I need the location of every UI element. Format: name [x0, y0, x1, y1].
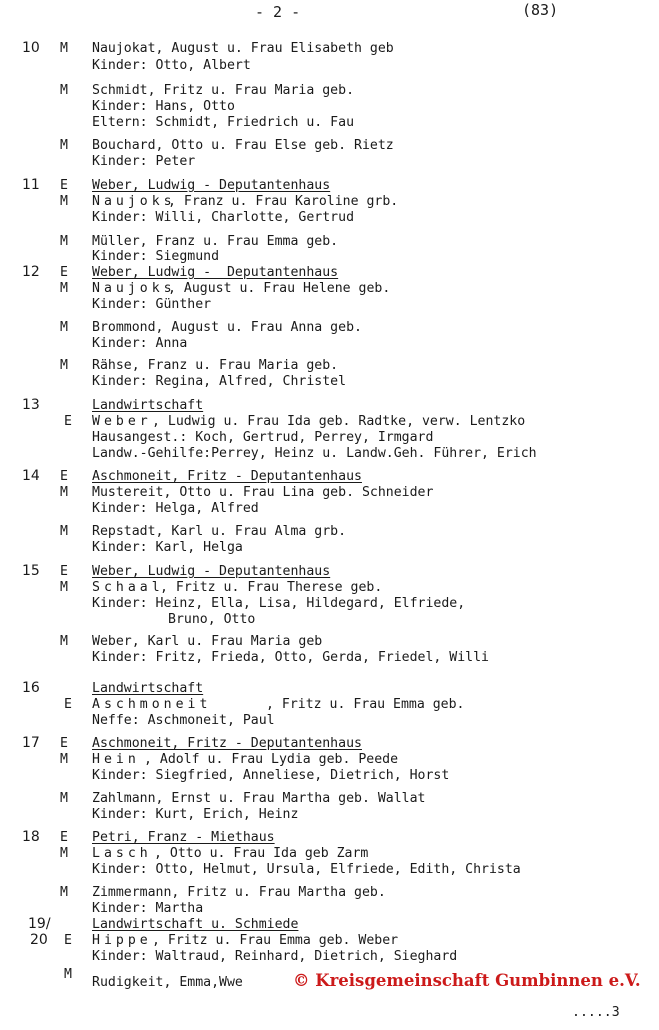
text-line: Aschmoneit: [92, 697, 212, 712]
text-line: 11: [22, 177, 40, 193]
text-line: - 2 -: [255, 3, 301, 21]
text-line: 14: [22, 468, 40, 484]
text-line: Kinder: Siegfried, Anneliese, Dietrich, Horst: [92, 768, 450, 783]
text-line: M: [60, 791, 68, 806]
text-line: Weber, Ludwig - Deputantenhaus: [92, 564, 331, 579]
text-line: M: [64, 967, 72, 982]
text-line: , Fritz u. Frau Emma geb.: [266, 697, 465, 712]
text-line: Kinder: Martha: [92, 901, 204, 916]
text-line: E: [60, 265, 68, 280]
text-line: Landwirtschaft: [92, 681, 204, 696]
text-line: M: [60, 358, 68, 373]
text-line: Kinder: Otto, Albert: [92, 58, 251, 73]
text-line: Aschmoneit, Fritz - Deputantenhaus: [92, 469, 362, 484]
text-line: Kinder: Peter: [92, 154, 196, 169]
text-line: 15: [22, 563, 40, 579]
text-line: Weber, Ludwig - Deputantenhaus: [92, 265, 339, 280]
text-line: 19/: [28, 916, 51, 932]
text-line: Zahlmann, Ernst u. Frau Martha geb. Wallat: [92, 791, 426, 806]
text-line: M: [60, 580, 68, 595]
text-line: Müller, Franz u. Frau Emma geb.: [92, 234, 339, 249]
text-line: Naujokat, August u. Frau Elisabeth geb: [92, 41, 394, 56]
text-line: Rudigkeit, Emma,Wwe: [92, 975, 243, 990]
text-line: Petri, Franz - Miethaus: [92, 830, 275, 845]
text-line: Kinder: Karl, Helga: [92, 540, 243, 555]
text-line: M: [60, 320, 68, 335]
text-line: M: [60, 885, 68, 900]
text-line: , Franz u. Frau Karoline grb.: [168, 194, 399, 209]
text-line: Kinder: Fritz, Frieda, Otto, Gerda, Friedel, Willi: [92, 650, 489, 665]
text-line: , Otto u. Frau Ida geb Zarm: [154, 846, 369, 861]
text-line: (83): [522, 1, 559, 19]
text-line: , Fritz u. Frau Emma geb. Weber: [152, 933, 399, 948]
text-line: Rähse, Franz u. Frau Maria geb.: [92, 358, 339, 373]
watermark-text: © Kreisgemeinschaft Gumbinnen e.V.: [293, 971, 641, 990]
text-line: E: [60, 830, 68, 845]
text-line: Kinder: Siegmund: [92, 249, 220, 264]
text-line: Bouchard, Otto u. Frau Else geb. Rietz: [92, 138, 394, 153]
text-line: 13: [22, 397, 40, 413]
text-line: E: [64, 414, 72, 429]
text-line: Weber, Ludwig - Deputantenhaus: [92, 178, 331, 193]
text-line: Kinder: Waltraud, Reinhard, Dietrich, Sieghard: [92, 949, 458, 964]
text-line: Neffe: Aschmoneit, Paul: [92, 713, 275, 728]
text-line: 10: [22, 40, 40, 56]
text-line: Brommond, August u. Frau Anna geb.: [92, 320, 362, 335]
text-line: M: [60, 138, 68, 153]
text-line: Kinder: Kurt, Erich, Heinz: [92, 807, 299, 822]
text-line: E: [64, 933, 72, 948]
text-line: M: [60, 281, 68, 296]
text-line: M: [60, 485, 68, 500]
text-line: Naujoks: [92, 194, 176, 209]
text-line: Hein: [92, 752, 140, 767]
text-line: , Fritz u. Frau Therese geb.: [160, 580, 383, 595]
text-line: Landwirtschaft u. Schmiede: [92, 917, 299, 932]
text-line: Mustereit, Otto u. Frau Lina geb. Schneider: [92, 485, 434, 500]
text-line: Kinder: Hans, Otto: [92, 99, 235, 114]
text-line: Bruno, Otto: [168, 612, 256, 627]
text-line: Aschmoneit, Fritz - Deputantenhaus: [92, 736, 362, 751]
text-line: M: [60, 41, 68, 56]
text-line: M: [60, 83, 68, 98]
text-line: M: [60, 752, 68, 767]
text-line: M: [60, 634, 68, 649]
text-line: Weber: [92, 414, 152, 429]
text-line: E: [60, 564, 68, 579]
text-line: Kinder: Helga, Alfred: [92, 501, 259, 516]
text-line: Kinder: Günther: [92, 297, 212, 312]
text-line: Schmidt, Fritz u. Frau Maria geb.: [92, 83, 355, 98]
text-line: M: [60, 524, 68, 539]
text-line: Hausangest.: Koch, Gertrud, Perrey, Irmgard: [92, 430, 434, 445]
text-line: E: [60, 469, 68, 484]
text-line: , August u. Frau Helene geb.: [168, 281, 391, 296]
text-line: M: [60, 234, 68, 249]
text-line: Lasch: [92, 846, 152, 861]
text-line: Naujoks: [92, 281, 176, 296]
text-line: Kinder: Heinz, Ella, Lisa, Hildegard, Elfriede,: [92, 596, 466, 611]
text-line: 16: [22, 680, 40, 696]
text-line: .....3: [572, 1005, 620, 1020]
text-line: Zimmermann, Fritz u. Frau Martha geb.: [92, 885, 386, 900]
text-line: Eltern: Schmidt, Friedrich u. Fau: [92, 115, 355, 130]
text-line: Kinder: Otto, Helmut, Ursula, Elfriede, Edith, Christa: [92, 862, 521, 877]
text-line: Repstadt, Karl u. Frau Alma grb.: [92, 524, 347, 539]
text-line: Weber, Karl u. Frau Maria geb: [92, 634, 323, 649]
text-line: M: [60, 846, 68, 861]
text-line: E: [60, 178, 68, 193]
text-line: M: [60, 194, 68, 209]
text-line: Landw.-Gehilfe:Perrey, Heinz u. Landw.Geh. Führer, Erich: [92, 446, 537, 461]
text-line: 18: [22, 829, 40, 845]
text-line: Landwirtschaft: [92, 398, 204, 413]
text-line: E: [64, 697, 72, 712]
text-line: 12: [22, 264, 40, 280]
text-line: Hippe: [92, 933, 152, 948]
text-line: 20: [30, 932, 48, 948]
text-line: E: [60, 736, 68, 751]
text-line: Kinder: Willi, Charlotte, Gertrud: [92, 210, 355, 225]
text-line: Kinder: Regina, Alfred, Christel: [92, 374, 347, 389]
text-line: , Ludwig u. Frau Ida geb. Radtke, verw. Lentzko: [152, 414, 526, 429]
text-line: 17: [22, 735, 40, 751]
text-line: Kinder: Anna: [92, 336, 188, 351]
text-line: Schaal: [92, 580, 164, 595]
text-line: , Adolf u. Frau Lydia geb. Peede: [144, 752, 399, 767]
